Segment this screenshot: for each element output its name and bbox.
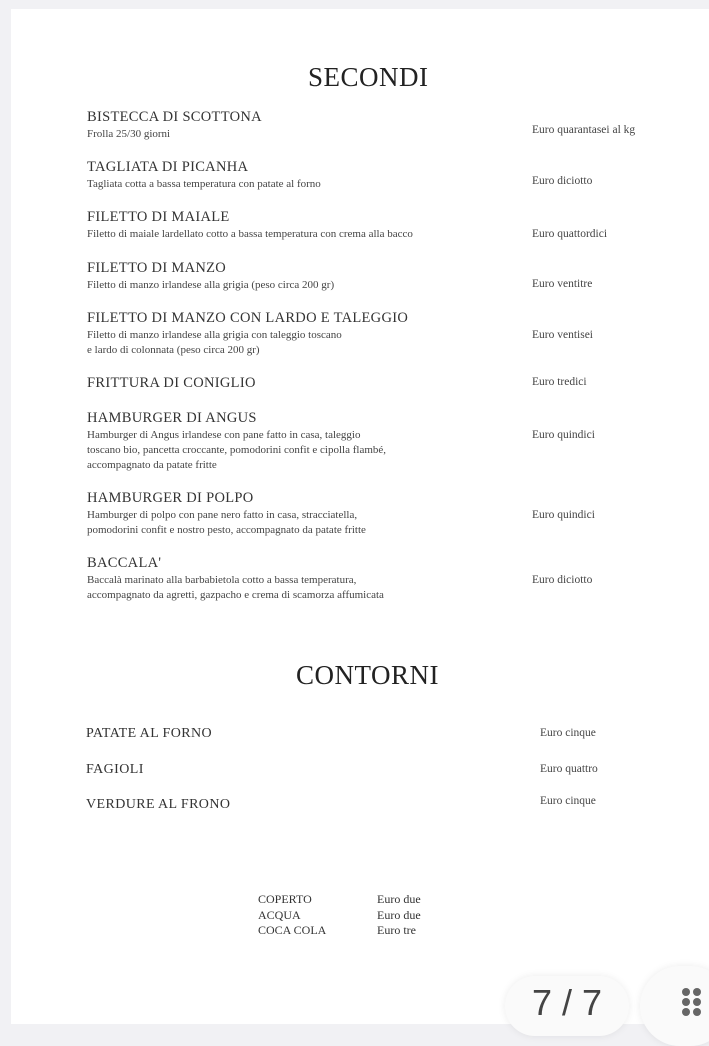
dish-price: Euro ventisei [532,329,593,341]
extra-price: Euro tre [377,923,416,937]
dish-description: accompagnato da patate fritte [87,459,217,471]
page-indicator [505,976,629,1036]
side-dish-price: Euro cinque [540,795,596,807]
extra-price: Euro due [377,907,421,922]
dish-name: FILETTO DI MANZO [87,260,227,276]
extra-name: ACQUA [258,907,301,922]
dish-price: Euro ventitre [532,278,593,290]
dish-price: Euro diciotto [532,574,593,586]
dish-price: Euro quindici [532,429,595,441]
side-dish-price: Euro quattro [540,763,598,775]
page-indicator-text: 7 / 7 [531,982,603,1023]
dish-description: accompagnato da agretti, gazpacho e crema di scamorza affumicata [87,589,384,601]
dish-price: Euro tredici [532,376,587,388]
dish-price: Euro quattordici [532,228,608,240]
dish-description: Tagliata cotta a bassa temperatura con patate al forno [87,178,321,190]
side-dish-name: PATATE AL FORNO [86,726,212,741]
grid-dots-icon[interactable] [682,988,704,1016]
side-dish-name: VERDURE AL FRONO [86,797,231,812]
extra-name: COPERTO [258,892,312,906]
dish-description: Filetto di manzo irlandese alla grigia (peso circa 200 gr) [87,279,335,291]
dish-name: BACCALA' [87,555,162,571]
dish-name: HAMBURGER DI POLPO [87,490,254,506]
dish-name: FILETTO DI MANZO CON LARDO E TALEGGIO [87,310,409,326]
section-title-secondi: SECONDI [308,62,429,92]
dish-description: Baccalà marinato alla barbabietola cotto a bassa temperatura, [87,574,357,586]
dish-description: Frolla 25/30 giorni [87,128,171,140]
dish-description: toscano bio, pancetta croccante, pomodorini confit e cipolla flambé, [87,444,387,456]
dish-name: FRITTURA DI CONIGLIO [87,375,256,391]
side-dish-name: FAGIOLI [86,762,144,777]
extra-name: COCA COLA [258,923,327,937]
dish-description: Filetto di maiale lardellato cotto a bassa temperatura con crema alla bacco [87,228,413,240]
dish-name: TAGLIATA DI PICANHA [87,159,249,175]
dish-name: HAMBURGER DI ANGUS [87,410,257,426]
section-title-contorni: CONTORNI [296,660,440,690]
dish-price: Euro diciotto [532,175,593,187]
dish-description: Filetto di manzo irlandese alla grigia con taleggio toscano [87,329,342,341]
dish-name: FILETTO DI MAIALE [87,209,230,225]
dish-description: e lardo di colonnata (peso circa 200 gr) [87,344,260,356]
dish-name: BISTECCA DI SCOTTONA [87,109,262,125]
dish-description: Hamburger di polpo con pane nero fatto in casa, stracciatella, [87,509,358,521]
dish-price: Euro quindici [532,509,595,521]
extra-price: Euro due [377,892,421,906]
dish-price: Euro quarantasei al kg [532,124,636,136]
dish-description: pomodorini confit e nostro pesto, accompagnato da patate fritte [87,524,366,536]
dish-description: Hamburger di Angus irlandese con pane fatto in casa, taleggio [87,429,361,441]
side-dish-price: Euro cinque [540,727,596,739]
